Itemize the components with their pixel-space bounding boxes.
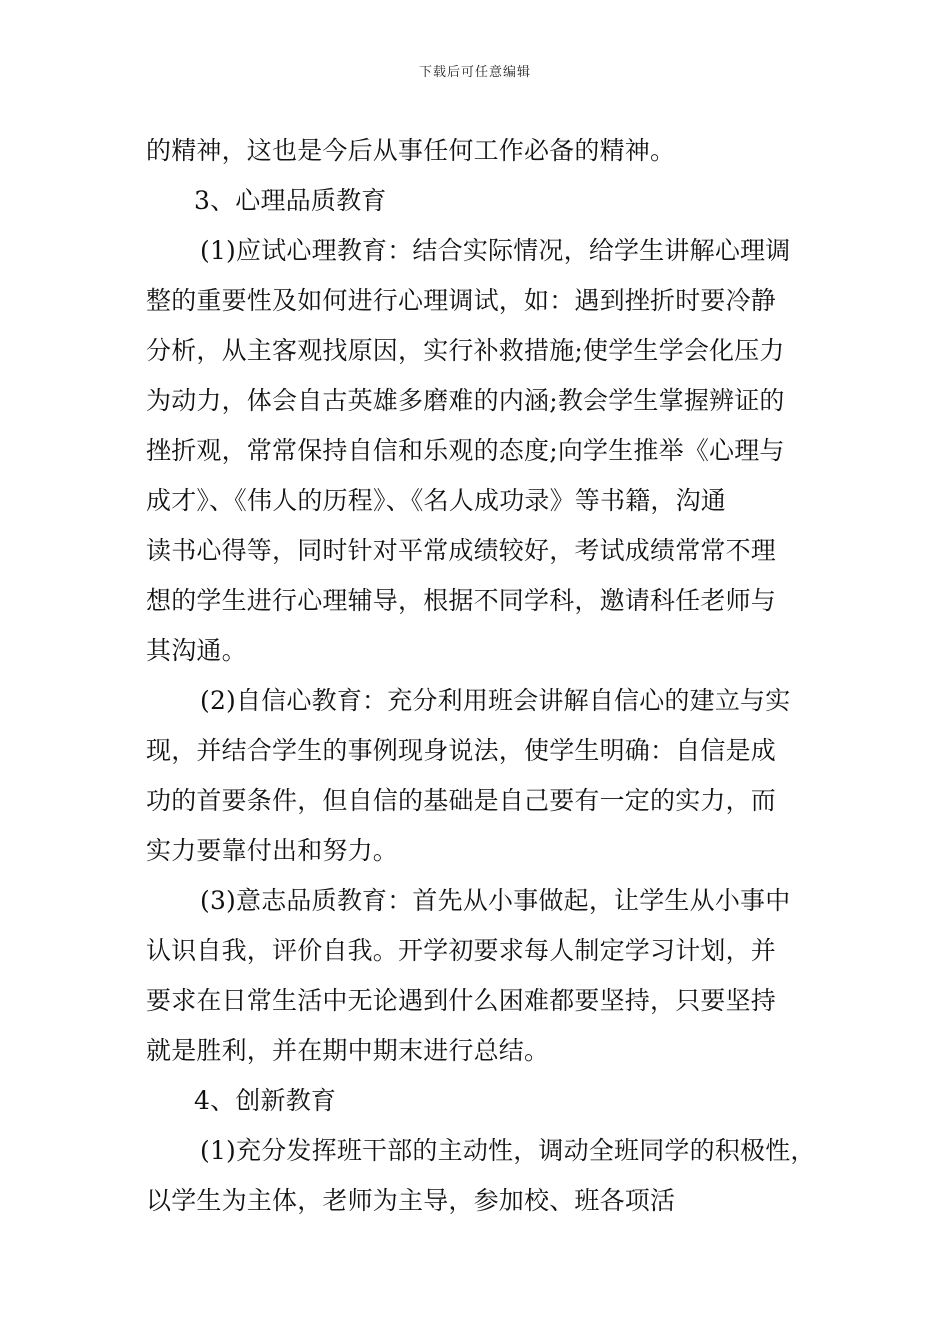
paragraph-line: (2)自信心教育：充分利用班会讲解自信心的建立与实 xyxy=(200,686,791,715)
paragraph-line: (1)充分发挥班干部的主动性，调动全班同学的积极性， xyxy=(200,1136,816,1165)
paragraph-line: 现，并结合学生的事例现身说法，使学生明确：自信是成 xyxy=(146,736,777,765)
section-heading: 3、心理品质教育 xyxy=(194,186,387,215)
paragraph-line: 功的首要条件，但自信的基础是自己要有一定的实力，而 xyxy=(146,786,777,815)
document-body xyxy=(146,126,836,1226)
paragraph-line: 就是胜利，并在期中期末进行总结。 xyxy=(146,1036,550,1065)
paragraph-line: 认识自我，评价自我。开学初要求每人制定学习计划，并 xyxy=(146,936,777,965)
paragraph-line: (1)应试心理教育：结合实际情况，给学生讲解心理调 xyxy=(200,236,791,265)
paragraph-line: 以学生为主体，老师为主导，参加校、班各项活 xyxy=(146,1186,676,1215)
paragraph-line: 挫折观，常常保持自信和乐观的态度;向学生推举《心理与 xyxy=(146,436,785,465)
paragraph-line: 其沟通。 xyxy=(146,636,247,665)
paragraph-line: 想的学生进行心理辅导，根据不同学科，邀请科任老师与 xyxy=(146,586,777,615)
paragraph-line: 读书心得等，同时针对平常成绩较好，考试成绩常常不理 xyxy=(146,536,777,565)
paragraph-line: 整的重要性及如何进行心理调试，如：遇到挫折时要冷静 xyxy=(146,286,777,315)
paragraph-line: 要求在日常生活中无论遇到什么困难都要坚持，只要坚持 xyxy=(146,986,777,1015)
paragraph-line: (3)意志品质教育：首先从小事做起，让学生从小事中 xyxy=(200,886,791,915)
paragraph-line: 实力要靠付出和努力。 xyxy=(146,836,399,865)
paragraph-line: 的精神，这也是今后从事任何工作必备的精神。 xyxy=(146,136,676,165)
paragraph-line: 成才》、《伟人的历程》、《名人成功录》等书籍，沟通 xyxy=(146,486,727,515)
section-heading: 4、创新教育 xyxy=(194,1086,337,1115)
paragraph-line: 分析，从主客观找原因，实行补救措施;使学生学会化压力 xyxy=(146,336,785,365)
paragraph-line: 为动力，体会自古英雄多磨难的内涵;教会学生掌握辨证的 xyxy=(146,386,785,415)
page-header-note: 下载后可任意编辑 xyxy=(418,65,531,80)
